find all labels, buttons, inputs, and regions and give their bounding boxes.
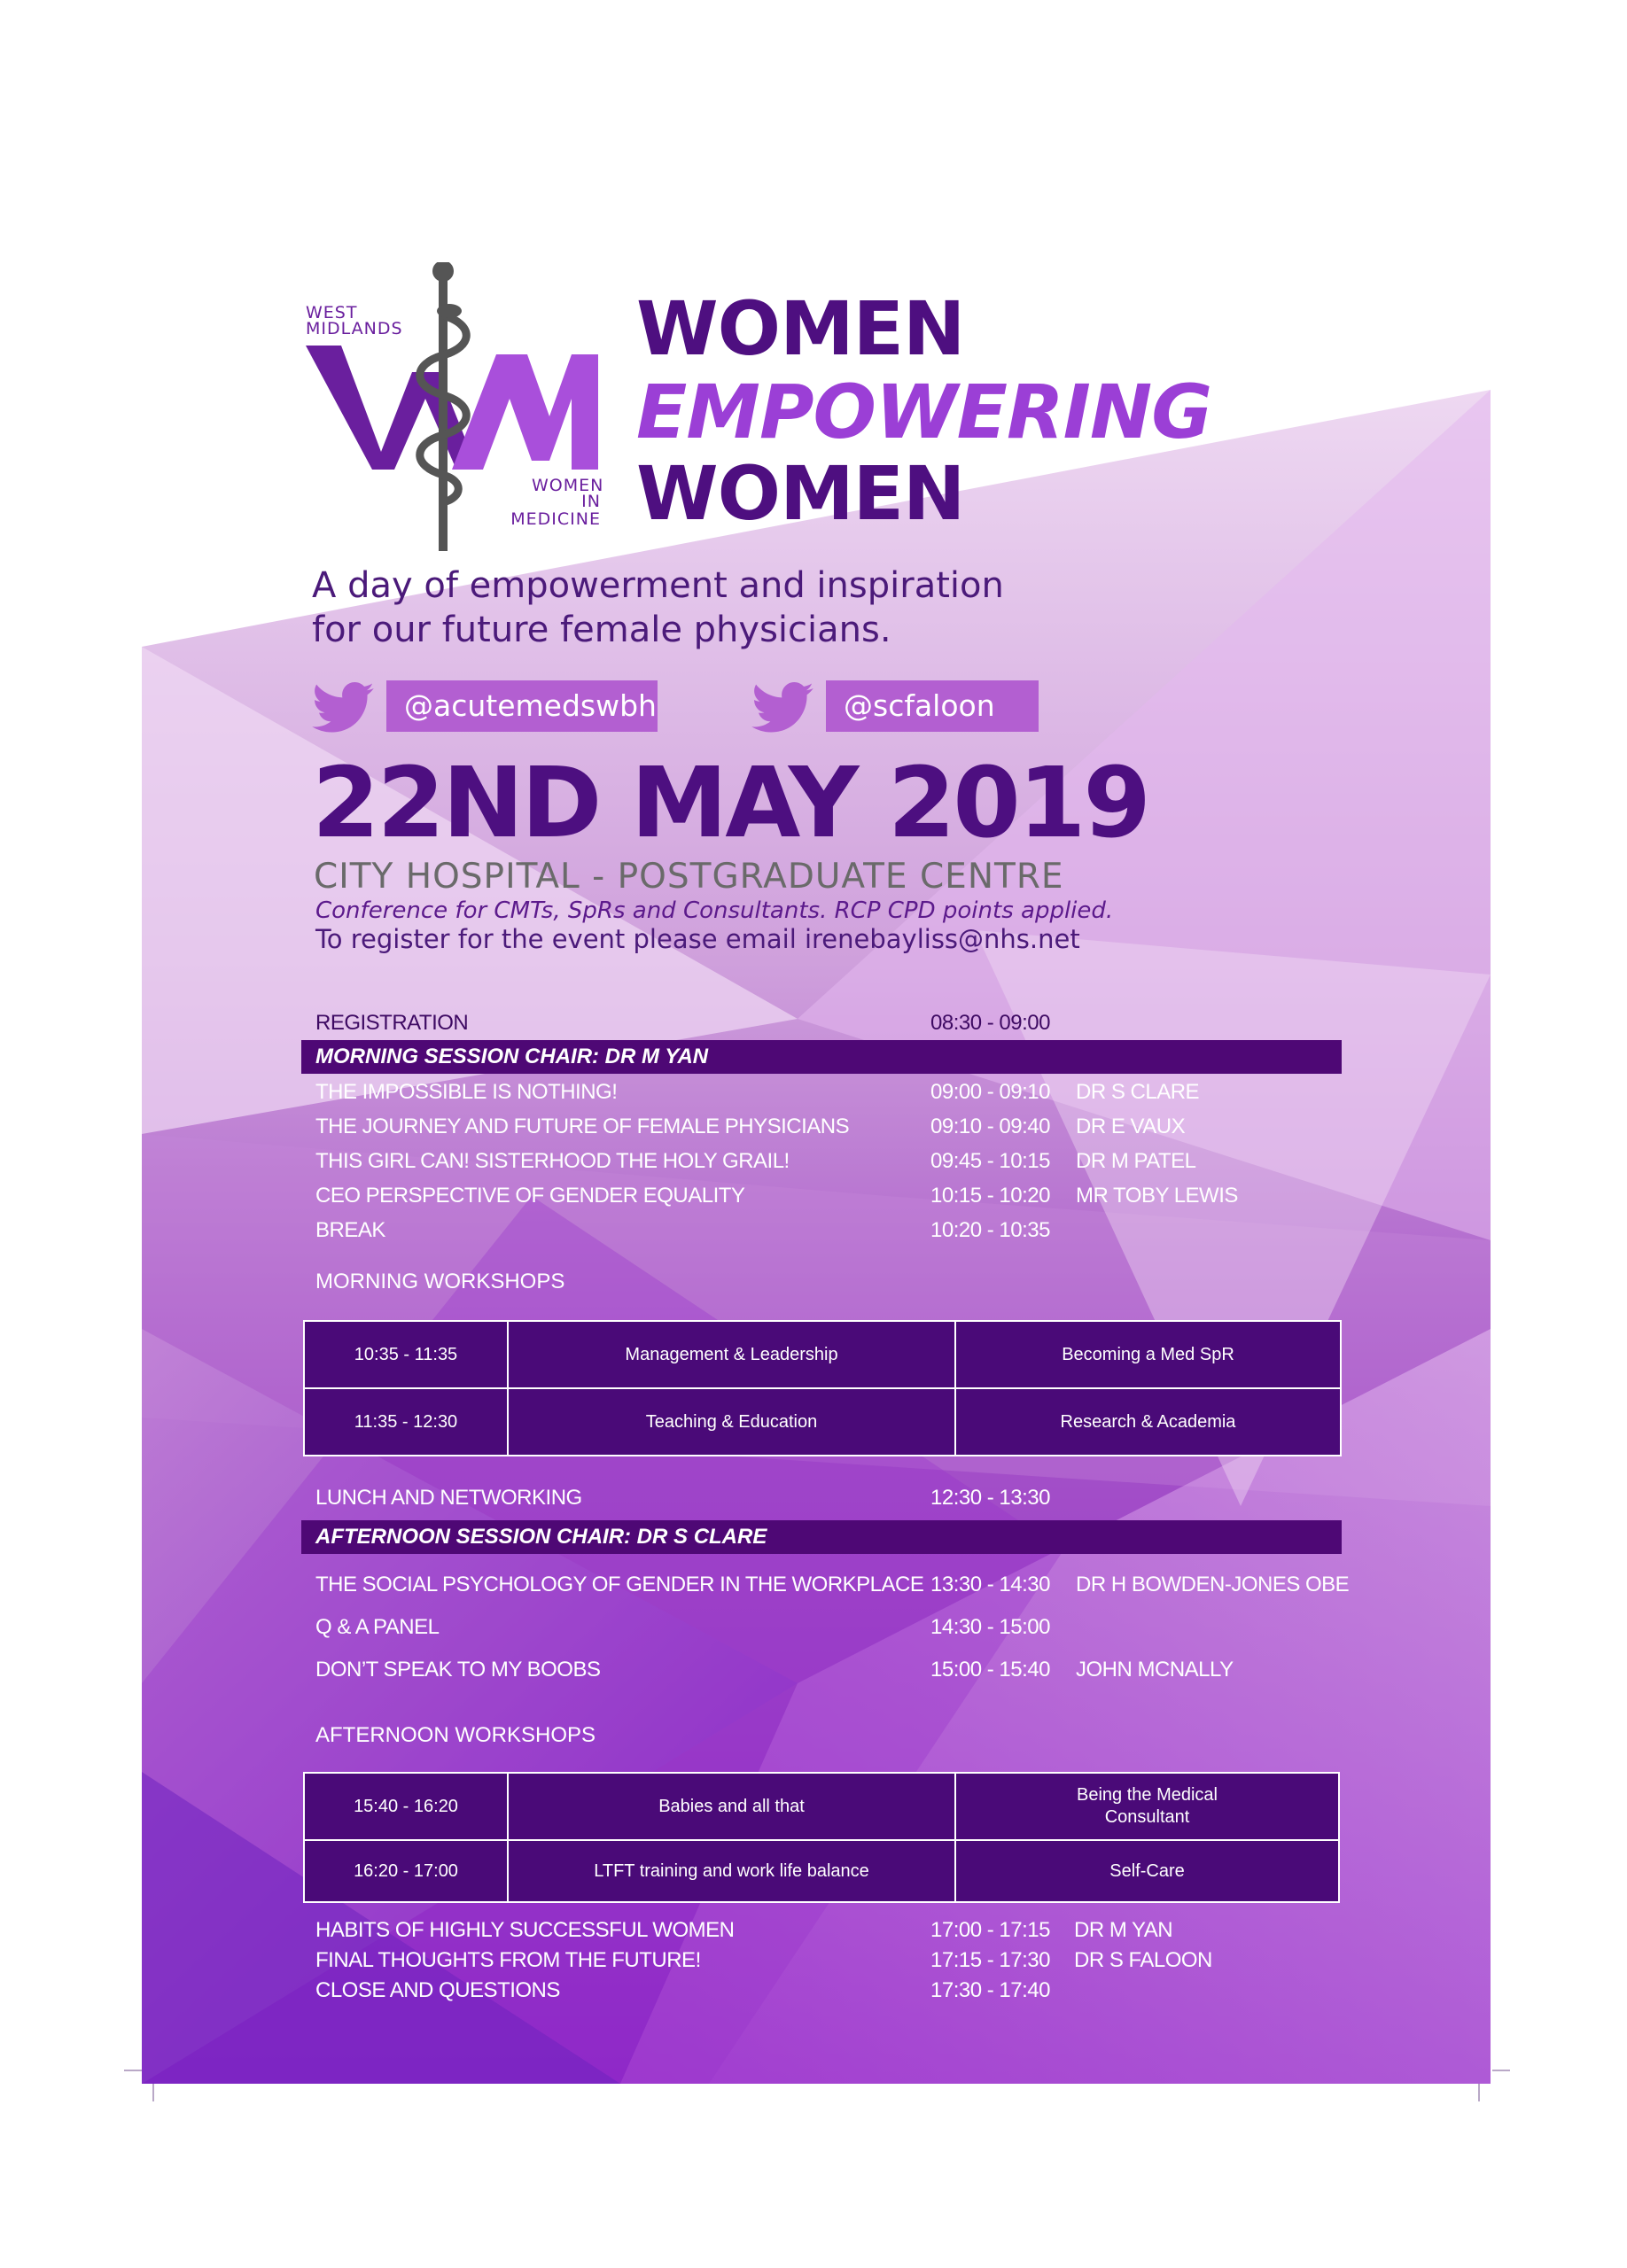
workshop-option: Being the Medical Consultant [955, 1773, 1339, 1840]
workshop-time: 16:20 - 17:00 [304, 1840, 508, 1902]
tagline-line-1: A day of empowerment and inspiration [312, 565, 1004, 606]
session-title: BREAK [315, 1218, 385, 1242]
session-speaker: MR TOBY LEWIS [1076, 1184, 1238, 1208]
title-line-1: WOMEN [636, 285, 965, 372]
session-speaker: DR E VAUX [1076, 1115, 1186, 1138]
lunch-title: LUNCH AND NETWORKING [315, 1486, 582, 1510]
logo-org-text: WOMEN [532, 476, 604, 495]
afternoon-chair-band: AFTERNOON SESSION CHAIR: DR S CLARE [301, 1520, 1342, 1554]
crop-mark [1478, 2084, 1480, 2101]
social-handle-2[interactable]: @scfaloon [826, 680, 1039, 732]
workshop-option: LTFT training and work life balance [508, 1840, 955, 1902]
title-line-2: EMPOWERING [636, 369, 1212, 455]
event-note: Conference for CMTs, SpRs and Consultants. RCP CPD points applied. [315, 897, 1114, 924]
workshop-option: Babies and all that [508, 1773, 955, 1840]
title-line-3: WOMEN [636, 450, 965, 537]
session-time: 09:00 - 09:10 [930, 1080, 1050, 1104]
workshop-option: Teaching & Education [508, 1388, 955, 1456]
lunch-time: 12:30 - 13:30 [930, 1486, 1050, 1510]
logo-region-text-2: MIDLANDS [306, 319, 403, 338]
session-title: CLOSE AND QUESTIONS [315, 1978, 560, 2002]
register-instructions: To register for the event please email irenebayliss@nhs.net [315, 924, 1080, 954]
rod-of-asclepius-icon [412, 262, 474, 555]
workshop-time: 15:40 - 16:20 [304, 1773, 508, 1840]
session-time: 15:00 - 15:40 [930, 1658, 1050, 1682]
logo-org-text-2: IN MEDICINE [510, 492, 601, 529]
session-time: 13:30 - 14:30 [930, 1573, 1050, 1596]
crop-mark [1492, 2070, 1510, 2071]
crop-mark [152, 2084, 154, 2101]
social-handle-1[interactable]: @acutemedswbh [386, 680, 658, 732]
crop-mark [124, 2070, 142, 2071]
session-speaker: DR S FALOON [1074, 1948, 1212, 1972]
table-row [304, 1773, 1339, 1840]
session-title: THE IMPOSSIBLE IS NOTHING! [315, 1080, 618, 1104]
workshop-option: Management & Leadership [508, 1321, 955, 1388]
session-speaker: DR M YAN [1074, 1918, 1173, 1942]
registration-title: REGISTRATION [315, 1011, 469, 1035]
session-title: THE SOCIAL PSYCHOLOGY OF GENDER IN THE WORKPLACE [315, 1573, 924, 1596]
workshop-time: 10:35 - 11:35 [304, 1321, 508, 1388]
session-title: THE JOURNEY AND FUTURE OF FEMALE PHYSICIANS [315, 1115, 850, 1138]
table-row [304, 1321, 1341, 1388]
session-speaker: JOHN MCNALLY [1076, 1658, 1234, 1682]
event-date: 22ND MAY 2019 [312, 746, 1148, 859]
session-time: 17:30 - 17:40 [930, 1978, 1050, 2002]
table-row [304, 1388, 1341, 1456]
session-title: HABITS OF HIGHLY SUCCESSFUL WOMEN [315, 1918, 735, 1942]
table-row [304, 1840, 1339, 1902]
session-time: 17:15 - 17:30 [930, 1948, 1050, 1972]
session-time: 17:00 - 17:15 [930, 1918, 1050, 1942]
session-time: 09:10 - 09:40 [930, 1115, 1050, 1138]
session-speaker: DR M PATEL [1076, 1149, 1196, 1173]
session-time: 14:30 - 15:00 [930, 1615, 1050, 1639]
session-title: CEO PERSPECTIVE OF GENDER EQUALITY [315, 1184, 745, 1208]
session-title: DON’T SPEAK TO MY BOOBS [315, 1658, 601, 1682]
workshop-time: 11:35 - 12:30 [304, 1388, 508, 1456]
event-venue: CITY HOSPITAL - POSTGRADUATE CENTRE [314, 857, 1064, 897]
morning-workshops-label: MORNING WORKSHOPS [315, 1270, 565, 1293]
workshop-option: Becoming a Med SpR [955, 1321, 1341, 1388]
session-title: THIS GIRL CAN! SISTERHOOD THE HOLY GRAIL! [315, 1149, 790, 1173]
twitter-bird-icon [312, 682, 374, 734]
morning-workshops-table [303, 1320, 1342, 1456]
session-speaker: DR H BOWDEN-JONES OBE [1076, 1573, 1350, 1596]
workshop-option: Research & Academia [955, 1388, 1341, 1456]
session-title: FINAL THOUGHTS FROM THE FUTURE! [315, 1948, 701, 1972]
session-title: Q & A PANEL [315, 1615, 440, 1639]
twitter-bird-icon [751, 682, 814, 734]
morning-chair-band: MORNING SESSION CHAIR: DR M YAN [301, 1040, 1342, 1074]
session-time: 09:45 - 10:15 [930, 1149, 1050, 1173]
session-time: 10:15 - 10:20 [930, 1184, 1050, 1208]
tagline-line-2: for our future female physicians. [312, 610, 891, 650]
logo-region-text: WEST [306, 303, 358, 322]
afternoon-workshops-table [303, 1772, 1340, 1903]
workshop-option: Self-Care [955, 1840, 1339, 1902]
registration-time: 08:30 - 09:00 [930, 1011, 1050, 1035]
session-speaker: DR S CLARE [1076, 1080, 1200, 1104]
afternoon-workshops-label: AFTERNOON WORKSHOPS [315, 1723, 596, 1747]
session-time: 10:20 - 10:35 [930, 1218, 1050, 1242]
